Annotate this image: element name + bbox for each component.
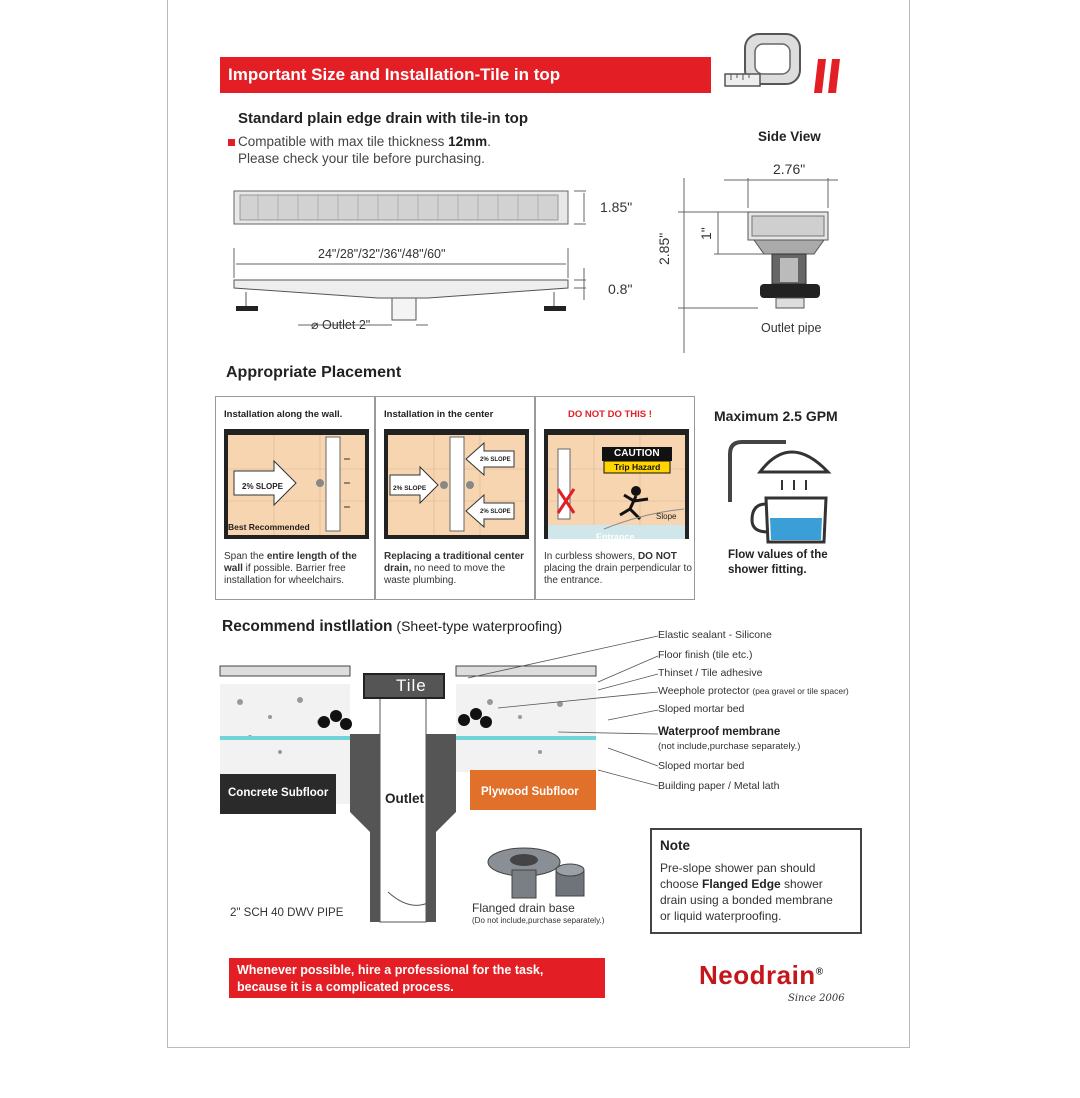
note-line-2-b: Flanged Edge <box>702 877 781 891</box>
header-title: Important Size and Installation-Tile in top <box>228 65 561 84</box>
panel-slope-center-top: 2% SLOPE <box>480 457 511 463</box>
brand-logo <box>699 960 824 991</box>
pipe-label: 2" SCH 40 DWV PIPE <box>230 907 344 919</box>
center-placement-diagram <box>384 429 529 539</box>
panel-desc-center <box>384 551 532 587</box>
note-line-2 <box>660 877 823 891</box>
flanged-drain-sublabel: (Do not include,purchase separately.) <box>472 916 605 925</box>
install-title-sub: (Sheet-type waterproofing) <box>392 618 563 634</box>
layer-label-floor-finish: Floor finish (tile etc.) <box>658 649 753 661</box>
shower-head-icon <box>730 432 840 542</box>
desc-center-b: no need to move the waste plumbing. <box>384 563 506 586</box>
tile-grate-label: Tile <box>396 676 427 695</box>
brand-stripes-icon <box>812 57 852 95</box>
desc-wrong-c: placing the drain perpendicular to the entrance. <box>544 563 692 586</box>
layer-label-membrane: Waterproof membrane <box>658 726 781 738</box>
bullet-square <box>228 139 235 146</box>
outlet-dimension: ⌀ Outlet 2" <box>311 318 371 332</box>
desc-wall-c: if possible. Barrier free installation for wheelchairs. <box>224 563 346 586</box>
desc-wrong-b: DO NOT <box>637 551 677 562</box>
warning-line-1: Whenever possible, hire a professional for the task, <box>237 963 544 977</box>
panel-desc-wrong <box>544 551 692 587</box>
panel-slope-wall: 2% SLOPE <box>242 482 283 491</box>
placement-panel-wall <box>215 396 375 600</box>
flanged-drain-base-image <box>486 840 596 902</box>
caution-label: CAUTION <box>614 448 660 459</box>
size-subtitle: Standard plain edge drain with tile-in top <box>238 110 529 127</box>
panel-title-center: Installation in the center <box>384 409 494 420</box>
layer-label-mortar-bottom: Sloped mortar bed <box>658 760 745 772</box>
weephole-main: Weephole protector <box>658 685 750 697</box>
brand-registered-mark: ® <box>815 966 824 978</box>
side-view-title: Side View <box>758 129 821 144</box>
panel-slope-center-left: 2% SLOPE <box>393 485 427 492</box>
gpm-title: Maximum 2.5 GPM <box>714 408 838 424</box>
note-line-4: or liquid waterproofing. <box>660 909 782 923</box>
layer-label-thinset: Thinset / Tile adhesive <box>658 667 763 679</box>
placement-panel-center <box>375 396 535 600</box>
desc-center-a: Replacing a traditional center drain, <box>384 551 525 574</box>
tile-thickness-note <box>238 134 491 149</box>
entrance-label: Entrance <box>596 532 635 542</box>
panel-slope-center-bottom: 2% SLOPE <box>480 509 511 515</box>
best-recommended-tag: Best Recommended <box>228 522 310 532</box>
note-line-3: drain using a bonded membrane <box>660 893 833 907</box>
layer-label-mortar-top: Sloped mortar bed <box>658 703 745 715</box>
note-title: Note <box>660 838 690 853</box>
note-line1-a: Compatible with max tile thickness <box>238 134 449 149</box>
note-line-2-c: shower <box>780 877 823 891</box>
outlet-label: Outlet <box>385 791 424 806</box>
side-top-height: 1" <box>698 227 714 240</box>
layer-label-membrane-sub: (not include,purchase separately.) <box>658 741 801 752</box>
length-dimension: 24"/28"/32"/36"/48"/60" <box>318 247 446 261</box>
outlet-pipe-label: Outlet pipe <box>761 321 822 335</box>
flanged-drain-label: Flanged drain base <box>472 901 575 915</box>
desc-wall-b: entire length of the wall <box>224 551 357 574</box>
brand-name: Neodrain <box>699 960 816 990</box>
panel-desc-wall <box>224 551 372 587</box>
base-dimension: 0.8" <box>608 281 633 297</box>
tape-measure-icon <box>723 28 813 100</box>
side-width-dimension: 2.76" <box>773 161 806 177</box>
note-line1-b: 12mm <box>448 134 488 149</box>
slope-label: Slope <box>656 512 677 521</box>
desc-wall-a: Span the <box>224 551 267 562</box>
warning-line-2: because it is a complicated process. <box>237 980 454 994</box>
layer-label-sealant: Elastic sealant - Silicone <box>658 629 772 641</box>
desc-wrong-a: In curbless showers, <box>544 551 638 562</box>
note-line-2-a: choose <box>660 877 703 891</box>
layer-leader-lines <box>458 630 658 800</box>
product-info-sheet <box>167 0 910 1048</box>
side-total-height: 2.85" <box>656 232 672 265</box>
gpm-description: Flow values of the shower fitting. <box>728 549 828 576</box>
brand-since: Since 2006 <box>788 993 845 1004</box>
placement-panel-wrong <box>535 396 695 600</box>
panel-title-wrong: DO NOT DO THIS ! <box>568 409 652 420</box>
height-dimension: 1.85" <box>600 199 633 215</box>
plywood-subfloor-label: Plywood Subfloor <box>481 786 579 798</box>
placement-title: Appropriate Placement <box>226 364 402 381</box>
note-line-1: Pre-slope shower pan should <box>660 861 816 875</box>
trip-hazard-label: Trip Hazard <box>614 462 661 472</box>
weephole-sub: (pea gravel or tile spacer) <box>752 686 849 696</box>
layer-label-building-paper: Building paper / Metal lath <box>658 780 780 792</box>
layer-label-weephole <box>658 685 849 697</box>
panel-title-wall: Installation along the wall. <box>224 409 343 420</box>
install-title-main: Recommend instllation <box>222 618 393 635</box>
note-line1-c: . <box>487 134 491 149</box>
wrong-placement-diagram <box>544 429 689 539</box>
check-tile-note: Please check your tile before purchasing. <box>238 151 485 166</box>
concrete-subfloor-label: Concrete Subfloor <box>228 787 329 799</box>
